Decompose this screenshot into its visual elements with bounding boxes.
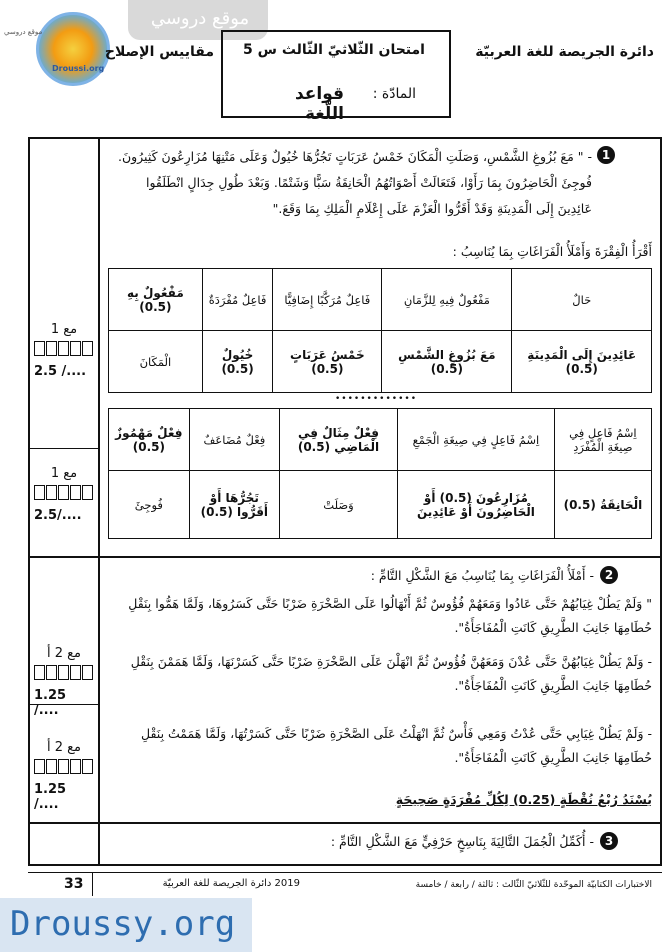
score-criterion: مع 2 أ: [46, 646, 82, 661]
ex1-table-1: [108, 268, 652, 393]
table2-answer: الْحَانِقَةُ (0.5): [554, 471, 651, 539]
frame-bottom: [28, 864, 662, 866]
score-cell: [58, 485, 69, 500]
exercise-number-2-text: 2: [604, 568, 614, 582]
score-block-1: [34, 322, 94, 379]
score-total: 1.25 /....: [34, 688, 67, 718]
table1-header: حَالٌ: [512, 269, 652, 331]
exercise-number-3-text: 3: [604, 834, 614, 848]
score-cell: [82, 485, 93, 500]
score-cell: [70, 485, 81, 500]
table1-answer: خَمْسُ عَرَبَاتٍ (0.5): [273, 331, 382, 393]
margin-sep-1: [28, 448, 100, 449]
score-block-4: [34, 740, 94, 812]
score-cell: [34, 759, 45, 774]
divider-ex2: [28, 556, 662, 558]
score-cells: [34, 341, 94, 356]
table2-header: اِسْمُ فَاعِلٍ فِي صِيغَةِ الْجَمْعِ: [398, 409, 555, 471]
table2-answer: مُزَارِعُونَ (0.5) أَوْ الْحَاضِرُونَ أَوْ عَائِدِينَ: [398, 471, 555, 539]
score-cell: [82, 759, 93, 774]
subject-name: قواعد اللّغة: [294, 84, 344, 124]
score-criterion: مع 1: [50, 466, 78, 481]
score-cell: [70, 665, 81, 680]
directorate-name: دائرة الجريصة للغة العربيّة: [475, 44, 654, 60]
table1-header: مَفْعُولٌ فِيهِ لِلزَّمَانِ: [382, 269, 512, 331]
score-cell: [34, 341, 45, 356]
table2-header: اِسْمُ فَاعِلٍ فِي صِيغَةِ الْمُفْرَدِ: [554, 409, 651, 471]
score-cells: [34, 759, 94, 774]
table2-answer: فُوجِئَ: [109, 471, 190, 539]
table1-header: فَاعِلٌ مُفْرَدَةٌ: [202, 269, 273, 331]
ex1-instruction: أَقْرَأُ الْفِقْرَةَ وَأَمْلَأُ الْفَرَاغَاتِ بِمَا يُنَاسِبُ :: [452, 244, 652, 259]
divider-ex3: [28, 822, 662, 824]
subject-label: المادّة :: [372, 86, 416, 102]
ex3-instruction: - أُكَمِّلُ الْجُمَلَ التَّالِيَةَ بِنَاسِخٍ حَرْفِيٍّ مَعَ الشَّكْلِ التَّامِّ :: [330, 834, 594, 849]
score-total: 2.5 /....: [34, 364, 87, 379]
top-watermark-text: موقع دروسي: [150, 8, 250, 29]
table1-answer: مَعَ بُزُوغِ الشَّمْسِ (0.5): [382, 331, 512, 393]
logo-text: Droussi.org: [52, 64, 105, 73]
ex2-scoring-note: يُسْنَدُ رُبْعُ نُقْطَةٍ (0.25) لِكُلِّ مُفْرَدَةٍ صَحِيحَةٍ: [395, 792, 652, 807]
ex1-table-2: [108, 408, 652, 539]
table2-header: فِعْلٌ مَهْمُوزٌ (0.5): [109, 409, 190, 471]
table-separator: •••••••••••••: [334, 394, 417, 404]
score-block-3: [34, 646, 94, 718]
ex2-answer-plural: - وَلَمْ يَطُلْ غِيَابُهُنَّ حَتَّى عُدْنَ وَمَعَهُنَّ فُؤُوسٌ ثُمَّ انْهَلْنَ عَلَى الصَّخْرَةِ ضَرْبًا حَتَّى كَسَرْنَهَا، وَلَمَّا هَمَمْنَ بِنَقْلِ حُطَامِهَا جَانِبَ الطَّرِيقِ كَانَتِ الْمُفَاجَأَةُ".: [130, 654, 652, 693]
score-cell: [70, 759, 81, 774]
table2-answer: وَصَلَتْ: [279, 471, 397, 539]
ex2-answer-singular: - وَلَمْ يَطُلْ غِيَابِي حَتَّى عُدْتُ وَمَعِي فَأْسٌ ثُمَّ انْهَلْتُ عَلَى الصَّخْرَةِ ضَرْبًا حَتَّى كَسَرْتُهَا، وَلَمَّا هَمَمْتُ بِنَقْلِ حُطَامِهَا جَانِبَ الطَّرِيقِ كَانَتِ الْمُفَاجَأَةُ".: [141, 726, 652, 765]
exercise-number-1: [597, 146, 615, 164]
brand-text: Droussy.org: [10, 904, 236, 944]
score-cell: [58, 341, 69, 356]
margin-divider: [98, 137, 100, 865]
page-number: 33: [64, 876, 84, 892]
score-cells: [34, 665, 94, 680]
score-cell: [58, 759, 69, 774]
frame-top: [28, 137, 662, 139]
ex2-instruction: - أَمْلَأُ الْفَرَاغَاتِ بِمَا يُنَاسِبُ مَعَ الشَّكْلِ التَّامِّ :: [370, 568, 594, 583]
table1-answer: الْمَكَانَ: [109, 331, 203, 393]
score-cell: [46, 665, 57, 680]
score-cell: [34, 665, 45, 680]
score-cell: [46, 341, 57, 356]
score-cell: [46, 759, 57, 774]
score-cell: [34, 485, 45, 500]
score-criterion: مع 1: [50, 322, 78, 337]
footer-description: الاختبارات الكتابيّة الموحّدة للثّلاثيّ الثّالث : ثالثة / رابعة / خامسة: [415, 880, 652, 890]
table1-header: فَاعِلٌ مُرَكَّبًا إِضَافِيًّا: [273, 269, 382, 331]
score-cell: [46, 485, 57, 500]
ex1-paragraph: - " مَعَ بُزُوغِ الشَّمْسِ، وَصَلَتِ الْمَكَانَ خَمْسُ عَرَبَاتٍ تَجُرُّهَا خُيُولٌ وَعَلَى مَتْنِهَا مُزَارِعُونَ كَثِيرُونَ. فُوجِئَ الْحَاضِرُونَ بِمَا رَأَوْا، فَتَعَالَتْ أَصْوَاتُهُمُ الْحَانِقَةُ سَبًّا وَشَتْمًا. وَبَعْدَ طُولِ جِدَالٍ انْطَلَقُوا عَائِدِينَ إِلَى الْمَدِينَةِ وَقَدْ أَقَرُّوا الْعَزْمَ عَلَى إِعْلَامِ الْمَلِكِ بِمَا وَقَعَ.": [117, 149, 592, 216]
frame-left: [28, 137, 30, 865]
exercise-number-3: [600, 832, 618, 850]
score-cell: [82, 341, 93, 356]
score-total: 1.25 /....: [34, 782, 67, 812]
score-cell: [58, 665, 69, 680]
table1-answer: عَائِدِينَ إِلَى الْمَدِينَةِ (0.5): [512, 331, 652, 393]
score-criterion: مع 2 أ: [46, 740, 82, 755]
footer-rule: [28, 872, 662, 873]
footer-year: 2019 دائرة الجريصة للغة العربيّة: [162, 878, 300, 889]
exercise-number-1-text: 1: [601, 148, 611, 162]
ex2-base-text: " وَلَمْ يَطُلْ غِيَابُهُمْ حَتَّى عَادُوا وَمَعَهُمْ فُؤُوسٌ ثُمَّ أَنْهَالُوا عَلَى الصَّخْرَةِ ضَرْبًا حَتَّى كَسَرُوهَا، وَلَمَّا هَمُّوا بِنَقْلِ حُطَامِهَا جَانِبَ الطَّرِيقِ كَانَتِ الْمُفَاجَأَةُ".: [128, 596, 652, 635]
score-total: 2.5/....: [34, 508, 82, 523]
table1-header: مَفْعُولٌ بِهِ (0.5): [109, 269, 203, 331]
score-block-2: [34, 466, 94, 523]
site-logo: [36, 12, 110, 86]
correction-title: مقاييس الإصلاح: [104, 44, 214, 60]
table1-answer: خُيُولٌ (0.5): [202, 331, 273, 393]
logo-small-text: موقع دروسي: [4, 28, 43, 36]
score-cell: [70, 341, 81, 356]
frame-right: [660, 137, 662, 865]
score-cells: [34, 485, 94, 500]
footer-page-divider: [92, 872, 93, 896]
table2-answer: تَجُرُّهَا أَوْ أَقَرُّوا (0.5): [189, 471, 279, 539]
score-cell: [82, 665, 93, 680]
exam-title: امتحان الثّلاثيّ الثّالث س 5: [243, 42, 425, 58]
table2-header: فِعْلٌ مِثَالٌ فِي الْمَاضِي (0.5): [279, 409, 397, 471]
table2-header: فِعْلٌ مُضَاعَفٌ: [189, 409, 279, 471]
exercise-number-2: [600, 566, 618, 584]
